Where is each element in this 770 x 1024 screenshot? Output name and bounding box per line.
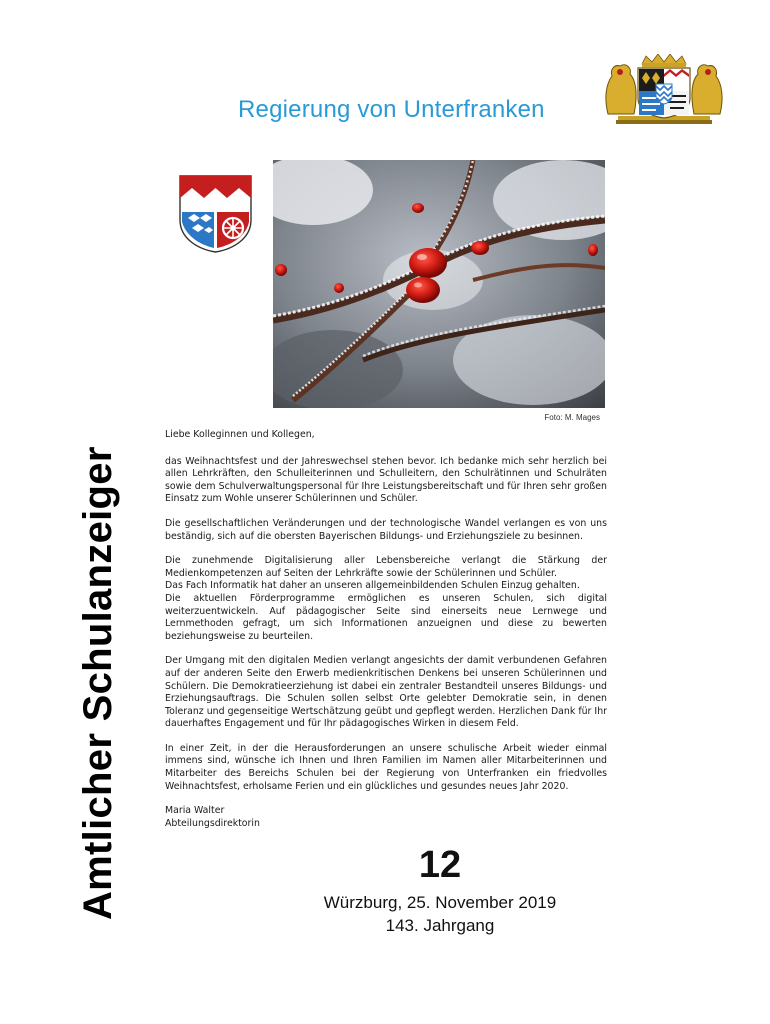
paragraph-text: Das Fach Informatik hat daher an unseren allgemeinbildenden Schulen Einzug gehalten. [165, 580, 580, 592]
photo-credit: Foto: M. Mages [544, 413, 600, 422]
paragraph-text: Die aktuellen Förderprogramme ermöglichen es unseren Schulen, sich digital weiterzuentwickeln. Auf pädagogischer Seite sind einerseits neue Lernwege und Lernmethoden gefragt, um sich Informationen anzueignen und diese zu bewerten beziehungsweise zu beurteilen. [165, 592, 607, 642]
letter-paragraph [165, 456, 607, 506]
bavaria-coat-of-arms-icon [598, 54, 730, 126]
government-title: Regierung von Unterfranken [238, 96, 545, 123]
letter-paragraph [165, 743, 607, 793]
issue-date: Würzburg, 25. November 2019 [323, 893, 557, 912]
letter-paragraph [165, 555, 607, 643]
paragraph-text: das Weihnachtsfest und der Jahreswechsel stehen bevor. Ich bedanke mich sehr herzlich bei allen Lehrkräften, den Schulleiterinnen und Schulleitern, den Schulrätinnen und Schulräten sowie dem Schulverwaltungspersonal für Ihre Leistungsbereitschaft und für Ihren sehr großen Einsatz zum Wohle unserer Schülerinnen und Schüler. [165, 455, 607, 505]
signature-title: Abteilungsdirektorin [165, 817, 260, 829]
letter-salutation: Liebe Kolleginnen und Kollegen, [165, 429, 315, 440]
paragraph-text: Die zunehmende Digitalisierung aller Lebensbereiche verlangt die Stärkung der Medienkompetenzen auf Seiten der Lehrkräfte sowie der Schülerinnen und Schüler. [165, 555, 607, 579]
paragraph-text: In einer Zeit, in der die Herausforderungen an unsere schulische Arbeit wieder einmal immens sind, wünsche ich Ihnen und Ihren Familien im Namen aller Mitarbeiterinnen und Mitarbeiter des Bereichs Schulen bei der Regierung von Unterfranken ein friedvolles Weihnachtsfest, erholsame Ferien und ein glückliches und gesundes neues Jahr 2020. [165, 742, 607, 792]
signature-name: Maria Walter [165, 805, 225, 817]
signature-block [165, 805, 607, 830]
letter-paragraph [165, 655, 607, 731]
letter-paragraph [165, 518, 607, 543]
issue-number: 12 [418, 844, 462, 886]
paragraph-text: Der Umgang mit den digitalen Medien verlangt angesichts der damit verbundenen Gefahren auf der anderen Seite den Erwerb medienkritischen Denkens bei unseren Schülerinnen und Schülern. Die Demokratieerziehung ist dabei ein zentraler Bestandteil unseres Bildungs- und Erziehungsauftrags. Die Schulen sollen selbst Orte gelebter Demokratie sein, in denen Toleranz und gegenseitige Wertschätzung geübt und gepflegt werden. Herzlichen Dank für Ihr dauerhaftes Engagement und für Ihr pädagogisches Wirken in diesem Feld. [165, 655, 607, 730]
editorial-letter [165, 429, 607, 830]
paragraph-text: Die gesellschaftlichen Veränderungen und der technologische Wandel verlangen es von uns beständig, sich auf die obersten Bayerischen Bildungs- und Erziehungsziele zu besinnen. [165, 517, 607, 542]
lower-franconia-coat-of-arms-icon [178, 174, 253, 254]
issue-volume: 143. Jahrgang [385, 916, 495, 935]
winter-rosehip-photo [273, 160, 605, 408]
publication-title: Amtlicher Schulanzeiger [76, 446, 120, 920]
